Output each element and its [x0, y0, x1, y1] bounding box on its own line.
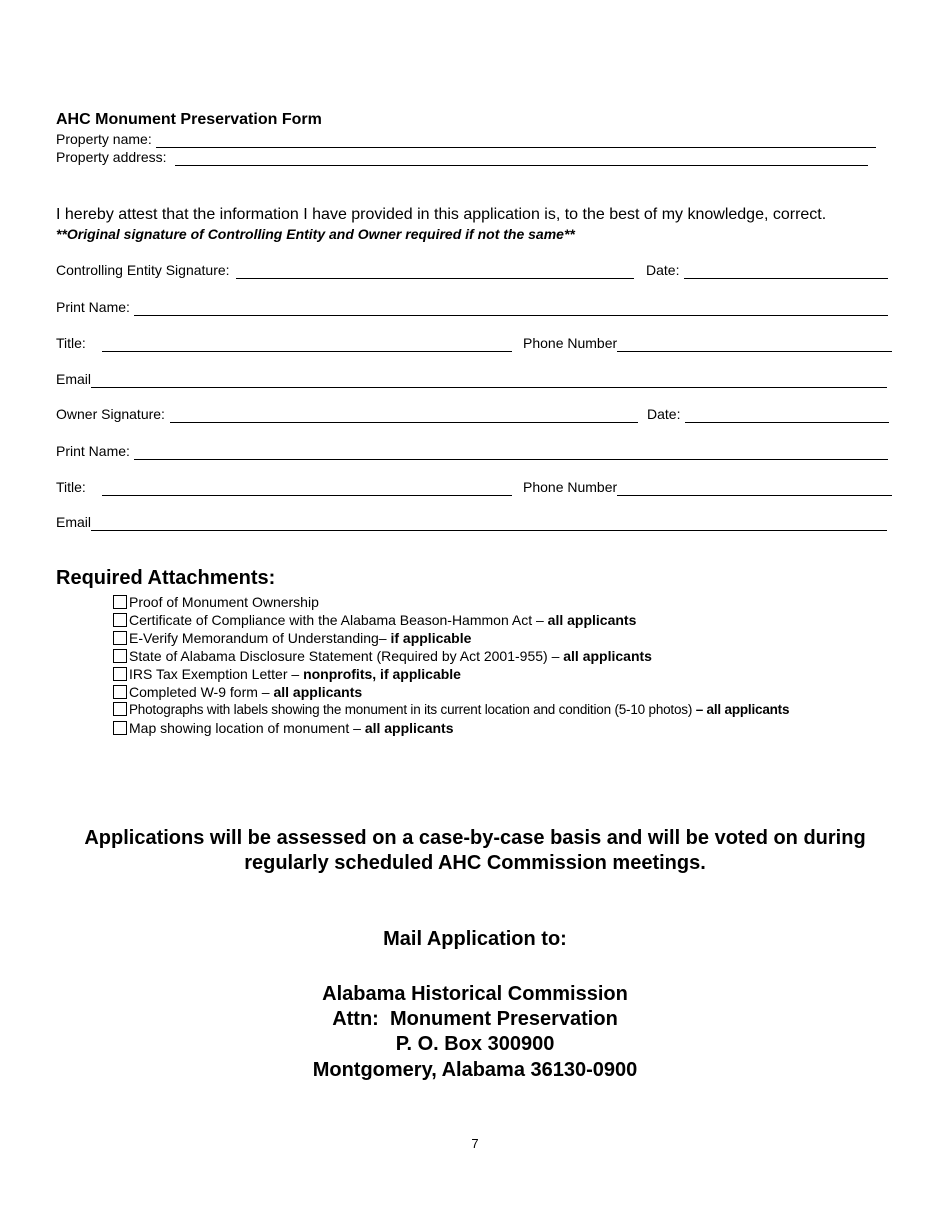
attachment-text: Photographs with labels showing the monument in its current location and condition (5-10 photos)	[129, 702, 696, 717]
controlling-signature-line[interactable]	[236, 264, 634, 279]
attachment-qualifier: all applicants	[547, 612, 637, 628]
controlling-phone-field[interactable]	[523, 334, 892, 352]
owner-signature-line[interactable]	[170, 408, 638, 423]
attachment-text: IRS Tax Exemption Letter –	[129, 666, 304, 682]
owner-date-label: Date:	[647, 406, 681, 422]
checkbox[interactable]	[113, 702, 127, 716]
attachment-text: Map showing location of monument –	[129, 720, 365, 736]
attachment-item[interactable]	[113, 683, 362, 701]
controlling-email-field[interactable]	[56, 370, 887, 388]
form-title: AHC Monument Preservation Form	[56, 111, 322, 128]
controlling-signature-label: Controlling Entity Signature:	[56, 262, 230, 278]
owner-print-name-field[interactable]	[56, 442, 888, 460]
attachment-text: Completed W-9 form –	[129, 684, 274, 700]
notice-line-2: regularly scheduled AHC Commission meetings.	[244, 852, 706, 874]
owner-email-label: Email	[56, 514, 92, 530]
attachment-qualifier: nonprofits, if applicable	[303, 666, 461, 682]
owner-print-name-line[interactable]	[134, 445, 888, 460]
owner-title-label: Title:	[56, 479, 86, 495]
attachment-text: State of Alabama Disclosure Statement (Required by Act 2001-955) –	[129, 648, 564, 664]
attachment-item[interactable]	[113, 629, 471, 647]
attachment-text: E-Verify Memorandum of Understanding–	[129, 630, 391, 646]
mail-po-box: P. O. Box 300900	[395, 1033, 555, 1055]
owner-title-line[interactable]	[102, 481, 512, 496]
owner-title-field[interactable]	[56, 478, 512, 496]
controlling-phone-label: Phone Number	[523, 335, 618, 351]
controlling-date-label: Date:	[646, 262, 680, 278]
owner-phone-line[interactable]	[617, 481, 892, 496]
controlling-print-name-line[interactable]	[134, 301, 888, 316]
controlling-email-label: Email	[56, 371, 92, 387]
checkbox[interactable]	[113, 595, 127, 609]
property-address-label: Property address:	[56, 149, 167, 165]
controlling-print-name-field[interactable]	[56, 298, 888, 316]
attachment-qualifier: if applicable	[390, 630, 472, 646]
owner-phone-field[interactable]	[523, 478, 892, 496]
attachment-item[interactable]	[113, 701, 789, 719]
owner-print-name-label: Print Name:	[56, 443, 130, 459]
owner-date-line[interactable]	[685, 408, 889, 423]
checkbox[interactable]	[113, 649, 127, 663]
mail-attn: Attn: Monument Preservation	[332, 1008, 618, 1030]
checkbox[interactable]	[113, 613, 127, 627]
owner-date-field[interactable]	[647, 405, 889, 423]
checkbox[interactable]	[113, 721, 127, 735]
owner-email-line[interactable]	[91, 516, 887, 531]
attachment-qualifier: all applicants	[273, 684, 363, 700]
attachment-item[interactable]	[113, 665, 461, 683]
controlling-date-field[interactable]	[646, 261, 888, 279]
attachment-qualifier: all applicants	[563, 648, 652, 664]
property-address-line[interactable]	[175, 151, 868, 166]
owner-signature-field[interactable]	[56, 405, 638, 423]
checkbox[interactable]	[113, 667, 127, 681]
attachment-qualifier: – all applicants	[695, 702, 790, 717]
attachment-qualifier: all applicants	[364, 720, 454, 736]
notice-line-1: Applications will be assessed on a case-by-case basis and will be voted on during	[84, 827, 866, 849]
mail-heading: Mail Application to:	[383, 928, 567, 950]
controlling-title-field[interactable]	[56, 334, 512, 352]
property-name-field[interactable]	[56, 130, 876, 148]
mail-organization: Alabama Historical Commission	[322, 983, 628, 1005]
checkbox[interactable]	[113, 631, 127, 645]
attachment-text: Proof of Monument Ownership	[129, 594, 319, 610]
controlling-date-line[interactable]	[684, 264, 888, 279]
controlling-phone-line[interactable]	[617, 337, 892, 352]
controlling-title-line[interactable]	[102, 337, 512, 352]
checkbox[interactable]	[113, 685, 127, 699]
controlling-email-line[interactable]	[91, 373, 887, 388]
attachment-text: Certificate of Compliance with the Alabama Beason-Hammon Act –	[129, 612, 548, 628]
owner-email-field[interactable]	[56, 513, 887, 531]
controlling-signature-field[interactable]	[56, 261, 634, 279]
controlling-title-label: Title:	[56, 335, 86, 351]
owner-signature-label: Owner Signature:	[56, 406, 165, 422]
property-name-line[interactable]	[156, 133, 876, 148]
property-name-label: Property name:	[56, 131, 152, 147]
attachments-heading: Required Attachments:	[56, 567, 276, 589]
attachment-item[interactable]	[113, 611, 636, 629]
mail-city: Montgomery, Alabama 36130-0900	[312, 1059, 638, 1081]
controlling-print-name-label: Print Name:	[56, 299, 130, 315]
page-number: 7	[471, 1136, 479, 1151]
attachment-item[interactable]	[113, 647, 652, 665]
attachment-item[interactable]	[113, 719, 454, 737]
attestation-text: I hereby attest that the information I have provided in this application is, to the best of my knowledge, correct.	[56, 206, 827, 223]
signature-note: **Original signature of Controlling Entity and Owner required if not the same**	[56, 226, 575, 242]
owner-phone-label: Phone Number	[523, 479, 618, 495]
attachment-item[interactable]	[113, 593, 319, 611]
property-address-field[interactable]	[56, 148, 868, 166]
